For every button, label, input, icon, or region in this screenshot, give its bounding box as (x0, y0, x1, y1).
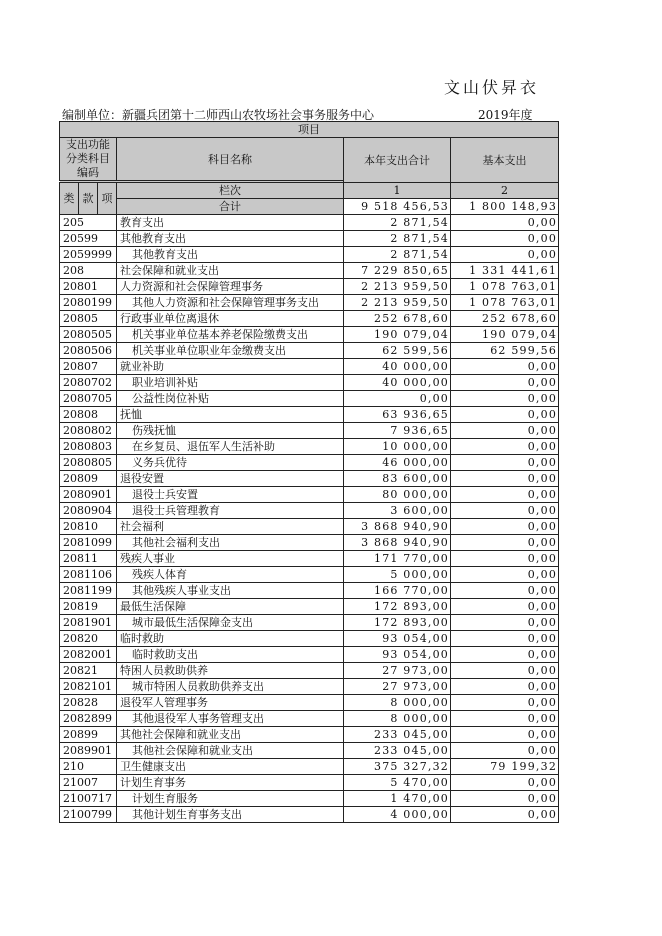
row-name: 最低生活保障 (117, 599, 344, 615)
row-col2: 0,00 (451, 551, 559, 567)
row-col2: 0,00 (451, 503, 559, 519)
row-code: 2082101 (60, 679, 117, 695)
row-col2: 79 199,32 (451, 759, 559, 775)
row-col2: 0,00 (451, 711, 559, 727)
row-col2: 0,00 (451, 631, 559, 647)
table-row (60, 663, 559, 679)
row-col1: 375 327,32 (344, 759, 451, 775)
row-col2: 0,00 (451, 647, 559, 663)
row-col2: 0,00 (451, 791, 559, 807)
table-row (60, 631, 559, 647)
row-name: 临时救助支出 (117, 647, 344, 663)
col2-header: 基本支出 (451, 138, 559, 183)
row-col1: 172 893,00 (344, 599, 451, 615)
table-row (60, 567, 559, 583)
row-code: 2081106 (60, 567, 117, 583)
row-code: 20899 (60, 727, 117, 743)
row-col1: 27 973,00 (344, 679, 451, 695)
table-row (60, 247, 559, 263)
row-name: 社会福利 (117, 519, 344, 535)
row-code: 2089901 (60, 743, 117, 759)
table-row (60, 423, 559, 439)
row-code: 2082001 (60, 647, 117, 663)
row-col2: 0,00 (451, 695, 559, 711)
row-col1: 7 229 850,65 (344, 263, 451, 279)
row-name: 机关事业单位基本养老保险缴费支出 (117, 327, 344, 343)
row-code: 2080506 (60, 343, 117, 359)
row-code: 208 (60, 263, 117, 279)
table-row (60, 791, 559, 807)
row-code: 210 (60, 759, 117, 775)
row-col1: 2 213 959,50 (344, 279, 451, 295)
row-name: 其他社会保障和就业支出 (117, 727, 344, 743)
row-code: 20820 (60, 631, 117, 647)
row-name: 在乡复员、退伍军人生活补助 (117, 439, 344, 455)
row-code: 2081099 (60, 535, 117, 551)
row-col1: 62 599,56 (344, 343, 451, 359)
row-col1: 40 000,00 (344, 359, 451, 375)
table-row (60, 647, 559, 663)
row-code: 2059999 (60, 247, 117, 263)
row-col2: 0,00 (451, 487, 559, 503)
row-col2: 0,00 (451, 567, 559, 583)
row-col1: 233 045,00 (344, 743, 451, 759)
table-row (60, 807, 559, 823)
row-name: 残疾人事业 (117, 551, 344, 567)
row-name: 残疾人体育 (117, 567, 344, 583)
row-name: 人力资源和社会保障管理事务 (117, 279, 344, 295)
table-row (60, 359, 559, 375)
table-row (60, 295, 559, 311)
project-header: 项目 (60, 122, 559, 138)
col2-number: 2 (451, 183, 559, 199)
row-col1: 8 000,00 (344, 695, 451, 711)
row-name: 城市特困人员救助供养支出 (117, 679, 344, 695)
row-col2: 62 599,56 (451, 343, 559, 359)
row-code: 20811 (60, 551, 117, 567)
row-name: 卫生健康支出 (117, 759, 344, 775)
row-name: 其他社会福利支出 (117, 535, 344, 551)
row-col1: 166 770,00 (344, 583, 451, 599)
table-row (60, 231, 559, 247)
row-name: 特困人员救助供养 (117, 663, 344, 679)
row-col1: 2 871,54 (344, 247, 451, 263)
row-col1: 3 600,00 (344, 503, 451, 519)
row-code: 20599 (60, 231, 117, 247)
row-code: 2080199 (60, 295, 117, 311)
table-row (60, 311, 559, 327)
lei-header: 类 (60, 183, 79, 215)
row-col1: 1 470,00 (344, 791, 451, 807)
row-name: 义务兵优待 (117, 455, 344, 471)
row-name: 退役军人管理事务 (117, 695, 344, 711)
row-col2: 0,00 (451, 423, 559, 439)
table-row (60, 615, 559, 631)
row-col2: 0,00 (451, 775, 559, 791)
row-col2: 252 678,60 (451, 311, 559, 327)
row-col1: 2 213 959,50 (344, 295, 451, 311)
row-name: 抚恤 (117, 407, 344, 423)
row-code: 20807 (60, 359, 117, 375)
row-name: 其他社会保障和就业支出 (117, 743, 344, 759)
table-row (60, 391, 559, 407)
row-col2: 0,00 (451, 247, 559, 263)
row-col1: 0,00 (344, 391, 451, 407)
row-name: 城市最低生活保障金支出 (117, 615, 344, 631)
row-code: 2080705 (60, 391, 117, 407)
table-row (60, 215, 559, 231)
row-col1: 8 000,00 (344, 711, 451, 727)
col1-header: 本年支出合计 (344, 138, 451, 183)
row-col1: 83 600,00 (344, 471, 451, 487)
table-row (60, 583, 559, 599)
table-row (60, 327, 559, 343)
row-col2: 0,00 (451, 375, 559, 391)
row-name: 退役士兵安置 (117, 487, 344, 503)
row-code: 21007 (60, 775, 117, 791)
row-code: 20819 (60, 599, 117, 615)
row-name: 临时救助 (117, 631, 344, 647)
row-col1: 3 868 940,90 (344, 519, 451, 535)
row-col2: 0,00 (451, 439, 559, 455)
row-code: 20828 (60, 695, 117, 711)
row-code: 2100799 (60, 807, 117, 823)
row-col1: 7 936,65 (344, 423, 451, 439)
row-col1: 10 000,00 (344, 439, 451, 455)
row-col2: 0,00 (451, 471, 559, 487)
table-row (60, 759, 559, 775)
row-col1: 2 871,54 (344, 215, 451, 231)
row-col1: 233 045,00 (344, 727, 451, 743)
row-code: 2080805 (60, 455, 117, 471)
row-col2: 0,00 (451, 535, 559, 551)
row-col2: 190 079,04 (451, 327, 559, 343)
row-code: 2080505 (60, 327, 117, 343)
row-name: 教育支出 (117, 215, 344, 231)
row-col1: 46 000,00 (344, 455, 451, 471)
table-row (60, 375, 559, 391)
row-col2: 0,00 (451, 407, 559, 423)
table-row (60, 487, 559, 503)
table-row (60, 743, 559, 759)
row-name: 其他教育支出 (117, 247, 344, 263)
table-row (60, 551, 559, 567)
row-col1: 5 470,00 (344, 775, 451, 791)
row-col2: 0,00 (451, 519, 559, 535)
row-col1: 27 973,00 (344, 663, 451, 679)
row-col2: 1 331 441,61 (451, 263, 559, 279)
table-row (60, 519, 559, 535)
row-col1: 252 678,60 (344, 311, 451, 327)
table-row (60, 503, 559, 519)
row-col1: 172 893,00 (344, 615, 451, 631)
row-name: 计划生育事务 (117, 775, 344, 791)
table-row (60, 711, 559, 727)
row-code: 20821 (60, 663, 117, 679)
row-code: 2080803 (60, 439, 117, 455)
compiling-unit: 编制单位：新疆兵团第十二师西山农牧场社会事务服务中心 (62, 108, 375, 122)
row-name: 机关事业单位职业年金缴费支出 (117, 343, 344, 359)
row-col2: 0,00 (451, 679, 559, 695)
row-col2: 1 078 763,01 (451, 295, 559, 311)
table-row (60, 775, 559, 791)
table-row (60, 599, 559, 615)
row-name: 计划生育服务 (117, 791, 344, 807)
row-code: 20801 (60, 279, 117, 295)
report-title: 文山伏昇衣 (444, 78, 540, 97)
table-row (60, 455, 559, 471)
row-col2: 0,00 (451, 583, 559, 599)
row-col1: 93 054,00 (344, 647, 451, 663)
row-col1: 3 868 940,90 (344, 535, 451, 551)
table-row (60, 343, 559, 359)
row-name: 其他人力资源和社会保障管理事务支出 (117, 295, 344, 311)
row-code: 2081901 (60, 615, 117, 631)
table-row (60, 279, 559, 295)
row-col2: 0,00 (451, 615, 559, 631)
row-col1: 190 079,04 (344, 327, 451, 343)
row-col1: 63 936,65 (344, 407, 451, 423)
row-col1: 5 000,00 (344, 567, 451, 583)
row-code: 2080904 (60, 503, 117, 519)
row-name: 就业补助 (117, 359, 344, 375)
row-col2: 0,00 (451, 807, 559, 823)
code-header: 支出功能分类科目编码 (60, 138, 117, 181)
row-col2: 1 078 763,01 (451, 279, 559, 295)
expenditure-table (59, 121, 559, 823)
row-col2: 0,00 (451, 599, 559, 615)
row-code: 2080802 (60, 423, 117, 439)
row-code: 205 (60, 215, 117, 231)
table-row (60, 407, 559, 423)
row-code: 20808 (60, 407, 117, 423)
table-row (60, 471, 559, 487)
table-row (60, 695, 559, 711)
row-code: 2082899 (60, 711, 117, 727)
row-col2: 0,00 (451, 215, 559, 231)
row-name: 公益性岗位补贴 (117, 391, 344, 407)
row-code: 20809 (60, 471, 117, 487)
row-name: 其他退役军人事务管理支出 (117, 711, 344, 727)
row-col2: 0,00 (451, 743, 559, 759)
row-name: 退役安置 (117, 471, 344, 487)
table-row (60, 679, 559, 695)
row-name: 其他教育支出 (117, 231, 344, 247)
row-col2: 0,00 (451, 231, 559, 247)
row-code: 2080901 (60, 487, 117, 503)
row-code: 20810 (60, 519, 117, 535)
row-col1: 80 000,00 (344, 487, 451, 503)
table-row (60, 439, 559, 455)
table-row (60, 727, 559, 743)
name-header: 科目名称 (117, 138, 344, 181)
row-col2: 0,00 (451, 663, 559, 679)
row-col1: 171 770,00 (344, 551, 451, 567)
lanci-header: 栏次 (117, 183, 344, 199)
kuan-header: 款 (79, 183, 98, 215)
table-row (60, 535, 559, 551)
row-col1: 4 000,00 (344, 807, 451, 823)
row-code: 2100717 (60, 791, 117, 807)
report-year: 2019年度 (478, 108, 533, 122)
row-col1: 40 000,00 (344, 375, 451, 391)
row-name: 其他残疾人事业支出 (117, 583, 344, 599)
row-name: 伤残抚恤 (117, 423, 344, 439)
xiang-header: 项 (98, 183, 117, 215)
row-code: 2080702 (60, 375, 117, 391)
row-name: 社会保障和就业支出 (117, 263, 344, 279)
total-col1: 9 518 456,53 (344, 199, 451, 215)
row-name: 职业培训补贴 (117, 375, 344, 391)
table-row (60, 263, 559, 279)
row-col2: 0,00 (451, 727, 559, 743)
row-code: 20805 (60, 311, 117, 327)
row-name: 退役士兵管理教育 (117, 503, 344, 519)
row-name: 其他计划生育事务支出 (117, 807, 344, 823)
col1-number: 1 (344, 183, 451, 199)
row-code: 2081199 (60, 583, 117, 599)
total-col2: 1 800 148,93 (451, 199, 559, 215)
row-col2: 0,00 (451, 455, 559, 471)
row-col1: 93 054,00 (344, 631, 451, 647)
row-col2: 0,00 (451, 391, 559, 407)
total-label: 合计 (117, 199, 344, 215)
row-col1: 2 871,54 (344, 231, 451, 247)
row-col2: 0,00 (451, 359, 559, 375)
row-name: 行政事业单位离退休 (117, 311, 344, 327)
